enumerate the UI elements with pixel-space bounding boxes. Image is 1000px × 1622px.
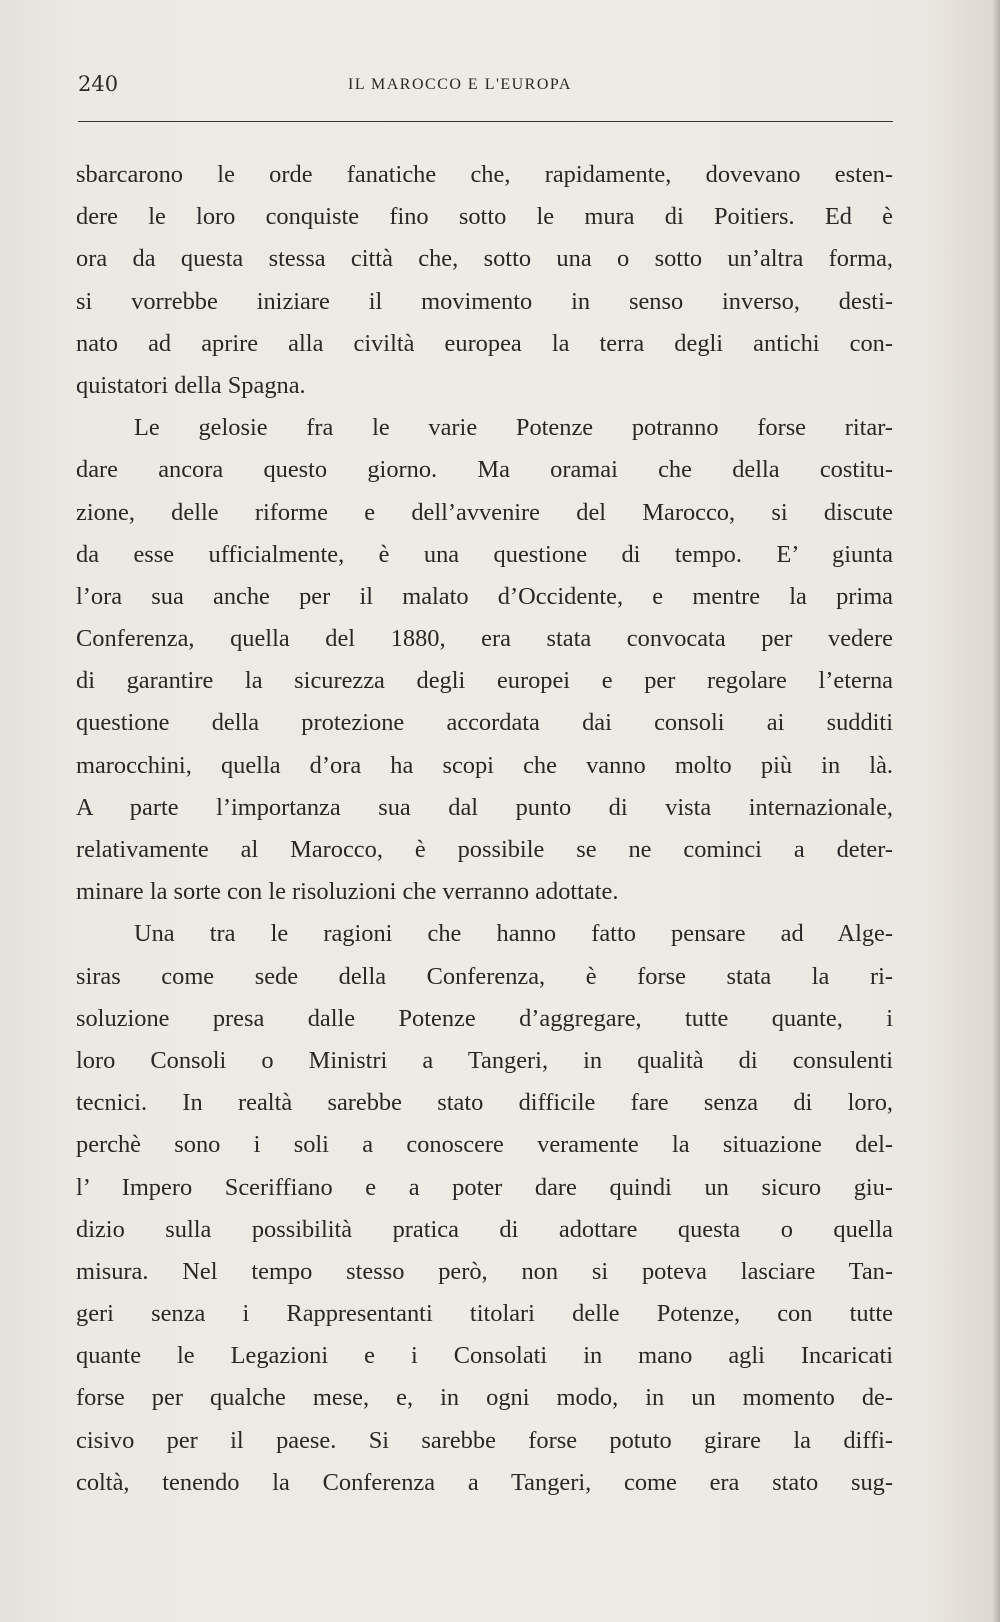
- text-line: misura. Nel tempo stesso però, non si poteva lasciare Tan-: [76, 1257, 893, 1285]
- text-line: cisivo per il paese. Si sarebbe forse potuto girare la diffi-: [76, 1426, 893, 1454]
- text-line: tecnici. In realtà sarebbe stato difficile fare senza di loro,: [76, 1089, 893, 1117]
- text-line: perchè sono i soli a conoscere veramente la situazione del-: [76, 1131, 893, 1159]
- text-line: dare ancora questo giorno. Ma oramai che della costitu-: [76, 456, 893, 484]
- text-line: sbarcarono le orde fanatiche che, rapidamente, dovevano esten-: [76, 161, 893, 188]
- text-line: nato ad aprire alla civiltà europea la terra degli antichi con-: [76, 329, 893, 357]
- text-line: dizio sulla possibilità pratica di adottare questa o quella: [76, 1215, 893, 1243]
- text-line: Le gelosie fra le varie Potenze potranno forse ritar-: [134, 414, 893, 442]
- header-rule: [78, 121, 893, 122]
- text-line: Conferenza, quella del 1880, era stata convocata per vedere: [76, 625, 893, 653]
- page-number: 240: [78, 72, 119, 96]
- text-line: Una tra le ragioni che hanno fatto pensare ad Alge-: [134, 920, 893, 948]
- text-line: minare la sorte con le risoluzioni che verranno adottate.: [76, 878, 619, 906]
- text-line: A parte l’importanza sua dal punto di vista internazionale,: [76, 793, 893, 821]
- text-line: l’ Impero Sceriffiano e a poter dare quindi un sicuro giu-: [76, 1173, 893, 1201]
- text-line: quistatori della Spagna.: [76, 371, 306, 399]
- text-line: si vorrebbe iniziare il movimento in senso inverso, desti-: [76, 287, 893, 315]
- text-line: siras come sede della Conferenza, è forse stata la ri-: [76, 962, 893, 990]
- body-text: [76, 154, 893, 1504]
- text-line: da esse ufficialmente, è una questione di tempo. E’ giunta: [76, 540, 893, 568]
- text-line: soluzione presa dalle Potenze d’aggregare, tutte quante, i: [76, 1004, 893, 1032]
- text-line: relativamente al Marocco, è possibile se ne cominci a deter-: [76, 836, 893, 863]
- text-line: questione della protezione accordata dai consoli ai sudditi: [76, 709, 893, 737]
- text-line: di garantire la sicurezza degli europei e per regolare l’eterna: [76, 667, 893, 695]
- running-head: [78, 68, 893, 108]
- running-title: IL MAROCCO E L'EUROPA: [348, 76, 572, 93]
- text-line: forse per qualche mese, e, in ogni modo, in un momento de-: [76, 1384, 893, 1412]
- text-line: l’ora sua anche per il malato d’Occidente, e mentre la prima: [76, 582, 893, 610]
- text-line: dere le loro conquiste fino sotto le mura di Poitiers. Ed è: [76, 203, 893, 231]
- text-line: loro Consoli o Ministri a Tangeri, in qualità di consulenti: [76, 1046, 893, 1074]
- text-line: quante le Legazioni e i Consolati in mano agli Incaricati: [76, 1342, 893, 1370]
- text-line: coltà, tenendo la Conferenza a Tangeri, come era stato sug-: [76, 1468, 893, 1496]
- page-spine-shadow: [992, 0, 1000, 1622]
- text-line: ora da questa stessa città che, sotto una o sotto un’altra forma,: [76, 245, 893, 273]
- text-line: marocchini, quella d’ora ha scopi che vanno molto più in là.: [76, 751, 893, 779]
- text-line: zione, delle riforme e dell’avvenire del Marocco, si discute: [76, 498, 893, 526]
- text-line: geri senza i Rappresentanti titolari delle Potenze, con tutte: [76, 1300, 893, 1328]
